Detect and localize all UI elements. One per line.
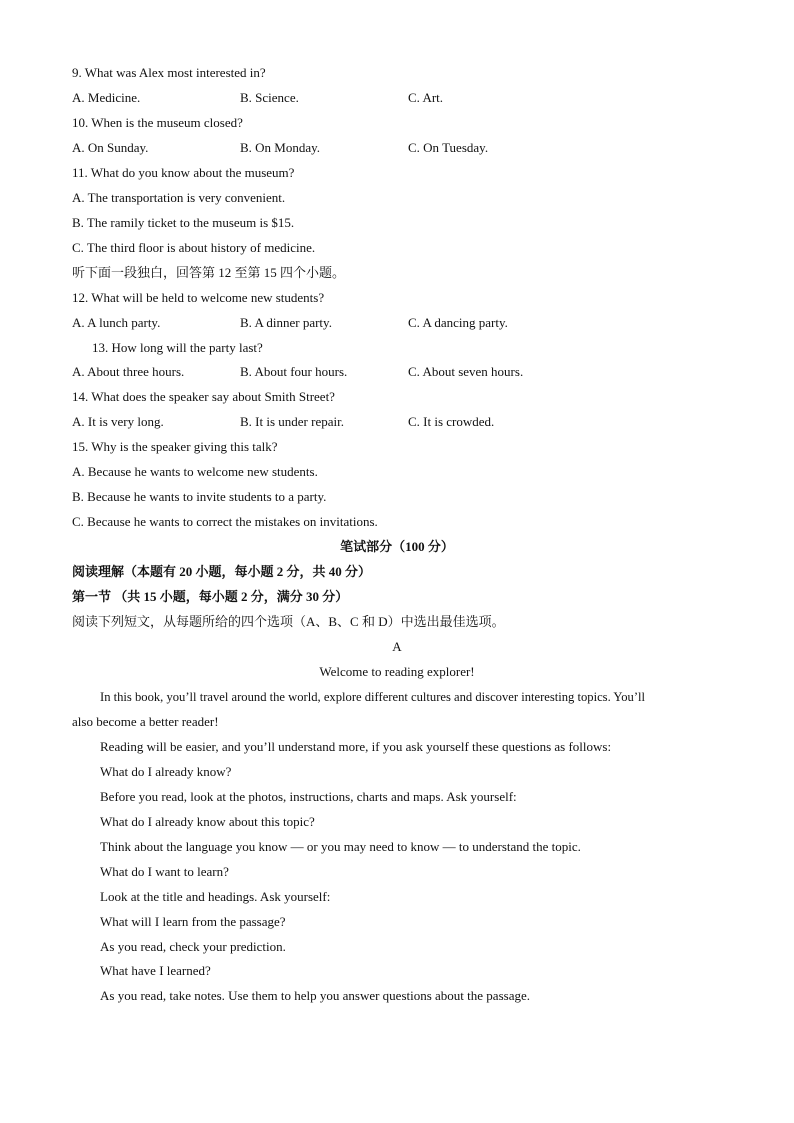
passage-label: A bbox=[392, 639, 402, 654]
option-c: C. A dancing party. bbox=[408, 315, 508, 330]
passage-line: What do I already know about this topic? bbox=[100, 814, 315, 829]
option-c: C. About seven hours. bbox=[408, 364, 524, 379]
passage-line: Think about the language you know — or you may need to know — to understand the topic. bbox=[100, 839, 581, 854]
question-10-options bbox=[0, 140, 794, 156]
question-11-option-b: B. The ramily ticket to the museum is $15. bbox=[72, 215, 295, 230]
question-13-stem: 13. How long will the party last? bbox=[92, 340, 263, 355]
question-9-options bbox=[0, 90, 794, 106]
written-section-title: 笔试部分（100 分） bbox=[340, 539, 454, 554]
reading-comprehension-title: 阅读理解（本题有 20 小题，每小题 2 分，共 40 分） bbox=[72, 564, 372, 579]
option-c: C. Art. bbox=[408, 90, 444, 105]
passage-paragraph-line: In this book, you’ll travel around the world, explore different cultures and discover interesting topics. You’ll bbox=[100, 690, 646, 704]
question-15-option-a: A. Because he wants to welcome new students. bbox=[72, 464, 318, 479]
passage-line: As you read, check your prediction. bbox=[100, 939, 286, 954]
option-b: B. On Monday. bbox=[240, 140, 321, 155]
passage-title: Welcome to reading explorer! bbox=[319, 664, 475, 679]
section-one-title: 第一节 （共 15 小题，每小题 2 分，满分 30 分） bbox=[72, 589, 349, 604]
option-c: C. On Tuesday. bbox=[408, 140, 489, 155]
passage-line: What do I already know? bbox=[100, 764, 232, 779]
passage-line: Before you read, look at the photos, instructions, charts and maps. Ask yourself: bbox=[100, 789, 517, 804]
passage-line: Look at the title and headings. Ask yourself: bbox=[100, 889, 331, 904]
question-11-stem: 11. What do you know about the museum? bbox=[72, 165, 295, 180]
question-12-options bbox=[0, 315, 794, 331]
option-a: A. On Sunday. bbox=[72, 140, 149, 155]
option-b: B. A dinner party. bbox=[240, 315, 332, 330]
option-a: A. About three hours. bbox=[72, 364, 185, 379]
listening-instruction: 听下面一段独白，回答第 12 至第 15 四个小题。 bbox=[72, 265, 346, 280]
question-13-options bbox=[0, 364, 794, 380]
question-11-option-c: C. The third floor is about history of medicine. bbox=[72, 240, 316, 255]
option-b: B. It is under repair. bbox=[240, 414, 344, 429]
passage-line: What have I learned? bbox=[100, 963, 211, 978]
reading-instruction: 阅读下列短文，从每题所给的四个选项（A、B、C 和 D）中选出最佳选项。 bbox=[72, 614, 505, 629]
question-15-stem: 15. Why is the speaker giving this talk? bbox=[72, 439, 278, 454]
option-b: B. About four hours. bbox=[240, 364, 348, 379]
passage-line: What do I want to learn? bbox=[100, 864, 229, 879]
question-15-option-b: B. Because he wants to invite students to a party. bbox=[72, 489, 327, 504]
option-c: C. It is crowded. bbox=[408, 414, 495, 429]
option-a: A. It is very long. bbox=[72, 414, 164, 429]
passage-line: As you read, take notes. Use them to help you answer questions about the passage. bbox=[100, 988, 530, 1003]
question-14-options bbox=[0, 414, 794, 430]
passage-paragraph-line: also become a better reader! bbox=[72, 714, 219, 729]
question-9-stem: 9. What was Alex most interested in? bbox=[72, 65, 266, 80]
question-10-stem: 10. When is the museum closed? bbox=[72, 115, 243, 130]
question-15-option-c: C. Because he wants to correct the mistakes on invitations. bbox=[72, 514, 378, 529]
question-11-option-a: A. The transportation is very convenient. bbox=[72, 190, 286, 205]
passage-line: What will I learn from the passage? bbox=[100, 914, 286, 929]
option-b: B. Science. bbox=[240, 90, 299, 105]
passage-line: Reading will be easier, and you’ll understand more, if you ask yourself these questions as follows: bbox=[100, 739, 612, 754]
question-12-stem: 12. What will be held to welcome new students? bbox=[72, 290, 325, 305]
option-a: A. Medicine. bbox=[72, 90, 141, 105]
question-14-stem: 14. What does the speaker say about Smith Street? bbox=[72, 389, 335, 404]
option-a: A. A lunch party. bbox=[72, 315, 161, 330]
